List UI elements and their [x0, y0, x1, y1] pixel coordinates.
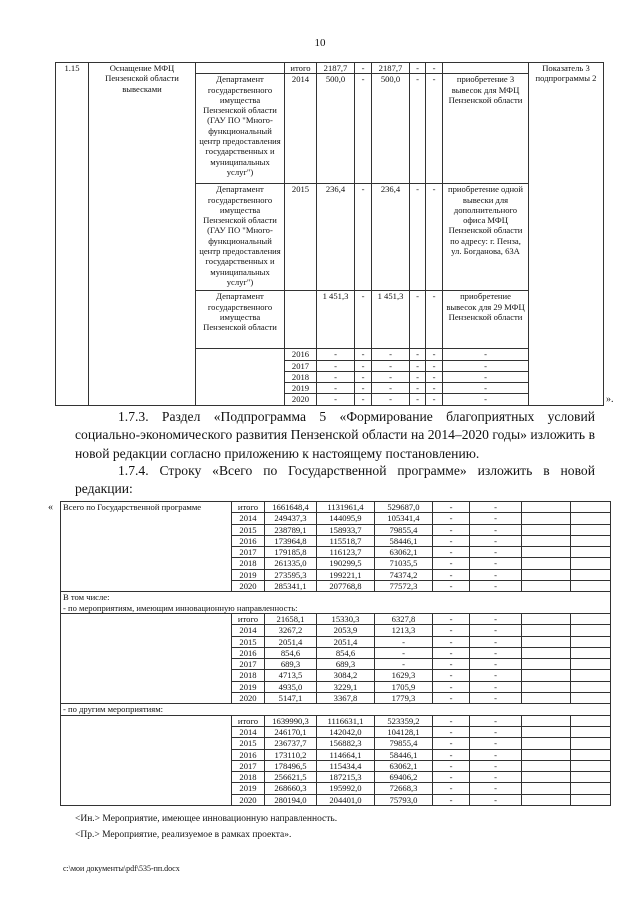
blank [522, 581, 571, 592]
value: 63062,1 [375, 760, 433, 771]
value: 3084,2 [317, 670, 375, 681]
value: - [375, 636, 433, 647]
row-label: 2018 [232, 772, 265, 783]
blank [522, 772, 571, 783]
row-label: 2018 [232, 558, 265, 569]
value: - [433, 693, 470, 704]
innovation-title: - по мероприятиям, имеющим инновационную направленность: [63, 602, 298, 613]
value: - [470, 625, 522, 636]
row-label: итого [232, 715, 265, 726]
value: 2053,9 [317, 625, 375, 636]
blank [522, 524, 571, 535]
value: - [433, 547, 470, 558]
row-label: 2019 [232, 569, 265, 580]
value: 1779,3 [375, 693, 433, 704]
blank [522, 670, 571, 681]
value: - [470, 726, 522, 737]
value: - [355, 291, 372, 349]
value: - [372, 383, 410, 394]
value: 207768,8 [317, 581, 375, 592]
value: - [433, 794, 470, 805]
value: 58446,1 [375, 749, 433, 760]
row-label: 2016 [232, 749, 265, 760]
value: 1131961,4 [317, 502, 375, 513]
total-label: итого [285, 63, 317, 74]
executor: Департамент государственного имущества Пензенской области (ГАУ ПО "Много-функциональный центр предоставления государственных и муниципальных услуг") [196, 74, 285, 184]
value: 1639990,3 [265, 715, 317, 726]
table-row [61, 613, 611, 624]
value: 199221,1 [317, 569, 375, 580]
paragraph-1-7-4: 1.7.4. Строку «Всего по Государственной программе» изложить в новой редакции: [75, 463, 595, 497]
value: - [372, 394, 410, 405]
blank [522, 513, 571, 524]
row-label: 2014 [232, 726, 265, 737]
value: - [372, 371, 410, 382]
value: 116123,7 [317, 547, 375, 558]
value: - [433, 726, 470, 737]
table-row [61, 704, 611, 715]
value: 273595,3 [265, 569, 317, 580]
table-row [56, 63, 604, 74]
blank [522, 738, 571, 749]
blank [522, 659, 571, 670]
row-label: 2017 [232, 760, 265, 771]
value: - [410, 349, 426, 360]
value: 158933,7 [317, 524, 375, 535]
value: - [426, 383, 443, 394]
footnote-innovation: <Ин.> Мероприятие, имеющее инновационную направленность. [75, 814, 338, 824]
row-label: 2020 [232, 794, 265, 805]
blank [522, 647, 571, 658]
result: приобретение вывесок для 29 МФЦ Пензенской области [443, 291, 529, 349]
value: - [470, 513, 522, 524]
value: 1116631,1 [317, 715, 375, 726]
value: 1213,3 [375, 625, 433, 636]
value: 1 451,3 [372, 291, 410, 349]
value: - [433, 613, 470, 624]
value: 689,3 [317, 659, 375, 670]
value: 285341,1 [265, 581, 317, 592]
value: - [433, 535, 470, 546]
executor-blank [196, 63, 285, 74]
value: - [433, 670, 470, 681]
blank [571, 670, 611, 681]
value: - [426, 394, 443, 405]
value: 1629,3 [375, 670, 433, 681]
value: - [433, 772, 470, 783]
value: 72668,3 [375, 783, 433, 794]
blank [571, 772, 611, 783]
value: - [433, 738, 470, 749]
value: 2051,4 [265, 636, 317, 647]
value: - [426, 360, 443, 371]
blank [522, 715, 571, 726]
row-label: 2017 [232, 659, 265, 670]
value: - [372, 360, 410, 371]
row-label: 2016 [232, 647, 265, 658]
blank [571, 726, 611, 737]
row-label: 2015 [232, 738, 265, 749]
value: - [355, 184, 372, 291]
value: - [470, 558, 522, 569]
value: 63062,1 [375, 547, 433, 558]
blank [571, 783, 611, 794]
value: 500,0 [372, 74, 410, 184]
year: 2017 [285, 360, 317, 371]
paragraph-1-7-3: 1.7.3. Раздел «Подпрограмма 5 «Формирование благоприятных условий социально-экономического развития Пензенской области на 2014–2020 годы» изложить в новой редакции согласно приложению к настоящему постановлению. [75, 409, 595, 461]
end-quote: ». [606, 394, 614, 405]
blank [571, 569, 611, 580]
value: - [426, 349, 443, 360]
row-label: итого [232, 613, 265, 624]
total-value: - [355, 63, 372, 74]
value: - [433, 681, 470, 692]
row-label: 2019 [232, 681, 265, 692]
value: - [433, 625, 470, 636]
value: - [433, 524, 470, 535]
value: - [470, 569, 522, 580]
blank [571, 681, 611, 692]
blank [571, 659, 611, 670]
value: 204401,0 [317, 794, 375, 805]
result: - [443, 394, 529, 405]
file-path: c:\мои документы\pdf\535-пп.docx [63, 864, 180, 873]
row-label: 2020 [232, 693, 265, 704]
value: - [410, 394, 426, 405]
value: 689,3 [265, 659, 317, 670]
row-label: 2016 [232, 535, 265, 546]
value: 195992,0 [317, 783, 375, 794]
value: - [470, 547, 522, 558]
value: - [470, 636, 522, 647]
result: - [443, 349, 529, 360]
value: - [433, 715, 470, 726]
blank-span [61, 715, 232, 805]
row-label: 2018 [232, 670, 265, 681]
blank [522, 547, 571, 558]
value: - [470, 659, 522, 670]
value: 71035,5 [375, 558, 433, 569]
total-value: - [410, 63, 426, 74]
executor: Департамент государственного имущества Пензенской области (ГАУ ПО "Много-функциональный центр предоставления государственных и муниципальных услуг") [196, 184, 285, 291]
indicator: Показатель 3 подпрограммы 2 [529, 63, 604, 406]
table-row [61, 592, 611, 614]
value: - [410, 74, 426, 184]
value: - [433, 513, 470, 524]
value: 1705,9 [375, 681, 433, 692]
blank [522, 558, 571, 569]
value: - [375, 647, 433, 658]
executor: Департамент государственного имущества Пензенской области [196, 291, 285, 349]
value: - [470, 749, 522, 760]
value: - [433, 558, 470, 569]
value: - [470, 502, 522, 513]
result: - [443, 383, 529, 394]
blank [522, 681, 571, 692]
value: 156882,3 [317, 738, 375, 749]
result: - [443, 360, 529, 371]
blank-span [61, 613, 232, 703]
value: 6327,8 [375, 613, 433, 624]
total-value: 2187,7 [317, 63, 355, 74]
value: - [470, 524, 522, 535]
value: 854,6 [317, 647, 375, 658]
value: - [470, 613, 522, 624]
value: 261335,0 [265, 558, 317, 569]
including-label: В том числе: [63, 592, 110, 603]
value: - [433, 502, 470, 513]
row-label: итого [232, 502, 265, 513]
blank [571, 636, 611, 647]
value: 114664,1 [317, 749, 375, 760]
blank [571, 715, 611, 726]
blank [571, 502, 611, 513]
year: 2020 [285, 394, 317, 405]
row-label: 2014 [232, 625, 265, 636]
blank [571, 513, 611, 524]
blank [571, 794, 611, 805]
value: 115518,7 [317, 535, 375, 546]
table-row [61, 502, 611, 513]
value: - [410, 184, 426, 291]
year: 2015 [285, 184, 317, 291]
executor-blank [196, 349, 285, 405]
table-row [61, 715, 611, 726]
item-number: 1.15 [56, 63, 89, 406]
value: 178496,5 [265, 760, 317, 771]
value: - [375, 659, 433, 670]
blank [571, 625, 611, 636]
value: 79855,4 [375, 738, 433, 749]
value: 854,6 [265, 647, 317, 658]
value: 236,4 [317, 184, 355, 291]
blank [522, 613, 571, 624]
value: - [355, 349, 372, 360]
row-label: 2020 [232, 581, 265, 592]
blank [571, 749, 611, 760]
value: 74374,2 [375, 569, 433, 580]
value: 529687,0 [375, 502, 433, 513]
value: - [470, 681, 522, 692]
including-header [61, 592, 611, 614]
value: 236,4 [372, 184, 410, 291]
program-total-table [60, 501, 611, 806]
value: - [433, 659, 470, 670]
item-name: Оснащение МФЦ Пензенской области вывесками [89, 63, 196, 406]
value: - [426, 371, 443, 382]
total-title: Всего по Государственной программе [61, 502, 232, 592]
value: 15330,3 [317, 613, 375, 624]
value: 187215,3 [317, 772, 375, 783]
value: - [433, 581, 470, 592]
value: - [433, 569, 470, 580]
value: 249437,3 [265, 513, 317, 524]
row-label: 2017 [232, 547, 265, 558]
page-number: 10 [314, 37, 326, 49]
value: 75793,0 [375, 794, 433, 805]
blank [522, 760, 571, 771]
blank [571, 693, 611, 704]
value: - [433, 783, 470, 794]
blank [571, 547, 611, 558]
blank [571, 524, 611, 535]
result: приобретение 3 вывесок для МФЦ Пензенской области [443, 74, 529, 184]
value: 2051,4 [317, 636, 375, 647]
value: 3267,2 [265, 625, 317, 636]
value: - [410, 291, 426, 349]
value: 104128,1 [375, 726, 433, 737]
blank [522, 749, 571, 760]
value: 256621,5 [265, 772, 317, 783]
value: 115434,4 [317, 760, 375, 771]
value: - [317, 383, 355, 394]
value: - [372, 349, 410, 360]
value: 5147,1 [265, 693, 317, 704]
value: - [433, 749, 470, 760]
value: - [410, 360, 426, 371]
start-quote: « [48, 502, 53, 513]
blank [522, 783, 571, 794]
value: - [433, 760, 470, 771]
value: 238789,1 [265, 524, 317, 535]
value: - [410, 383, 426, 394]
value: - [410, 371, 426, 382]
value: - [470, 535, 522, 546]
value: - [470, 647, 522, 658]
blank [522, 693, 571, 704]
blank [571, 613, 611, 624]
footnote-project: <Пр.> Мероприятие, реализуемое в рамках проекта». [75, 830, 292, 840]
blank [571, 558, 611, 569]
blank [522, 636, 571, 647]
blank [571, 581, 611, 592]
result: приобретение одной вывески для дополнительного офиса МФЦ Пензенской области по адресу: г. Пенза, ул. Богданова, 63А [443, 184, 529, 291]
blank [571, 647, 611, 658]
year: 2016 [285, 349, 317, 360]
subprogram-table [55, 62, 604, 406]
value: - [317, 349, 355, 360]
value: 246170,1 [265, 726, 317, 737]
value: 142042,0 [317, 726, 375, 737]
value: 179185,8 [265, 547, 317, 558]
value: - [470, 794, 522, 805]
value: - [317, 371, 355, 382]
blank [522, 794, 571, 805]
value: - [470, 670, 522, 681]
value: 280194,0 [265, 794, 317, 805]
value: 173110,2 [265, 749, 317, 760]
row-label: 2014 [232, 513, 265, 524]
value: 1 451,3 [317, 291, 355, 349]
value: 3229,1 [317, 681, 375, 692]
value: 77572,3 [375, 581, 433, 592]
year: 2014 [285, 74, 317, 184]
value: - [355, 360, 372, 371]
value: - [470, 738, 522, 749]
value: - [470, 760, 522, 771]
value: - [433, 636, 470, 647]
value: 79855,4 [375, 524, 433, 535]
blank [571, 535, 611, 546]
year: 2018 [285, 371, 317, 382]
total-value: - [426, 63, 443, 74]
year: 2019 [285, 383, 317, 394]
value: 173964,8 [265, 535, 317, 546]
row-label: 2019 [232, 783, 265, 794]
blank [571, 738, 611, 749]
value: 144095,9 [317, 513, 375, 524]
value: - [355, 383, 372, 394]
blank [522, 569, 571, 580]
value: 4935,0 [265, 681, 317, 692]
value: - [426, 291, 443, 349]
value: 4713,5 [265, 670, 317, 681]
year [285, 291, 317, 349]
value: - [470, 715, 522, 726]
value: - [470, 693, 522, 704]
blank [522, 726, 571, 737]
value: 523359,2 [375, 715, 433, 726]
value: - [470, 772, 522, 783]
value: 58446,1 [375, 535, 433, 546]
row-label: 2015 [232, 524, 265, 535]
value: - [470, 581, 522, 592]
value: 69406,2 [375, 772, 433, 783]
value: 3367,8 [317, 693, 375, 704]
value: - [470, 783, 522, 794]
blank [522, 535, 571, 546]
value: - [355, 394, 372, 405]
row-label: 2015 [232, 636, 265, 647]
blank [571, 760, 611, 771]
result-blank [443, 63, 529, 74]
value: 236737,7 [265, 738, 317, 749]
blank [522, 502, 571, 513]
total-value: 2187,7 [372, 63, 410, 74]
value: - [317, 360, 355, 371]
value: 268660,3 [265, 783, 317, 794]
value: - [426, 74, 443, 184]
value: 1661648,4 [265, 502, 317, 513]
value: - [426, 184, 443, 291]
value: - [317, 394, 355, 405]
value: 105341,4 [375, 513, 433, 524]
value: - [355, 74, 372, 184]
value: 21658,1 [265, 613, 317, 624]
value: 190299,5 [317, 558, 375, 569]
value: 500,0 [317, 74, 355, 184]
blank [522, 625, 571, 636]
other-title: - по другим мероприятиям: [61, 704, 611, 715]
value: - [433, 647, 470, 658]
result: - [443, 371, 529, 382]
value: - [355, 371, 372, 382]
